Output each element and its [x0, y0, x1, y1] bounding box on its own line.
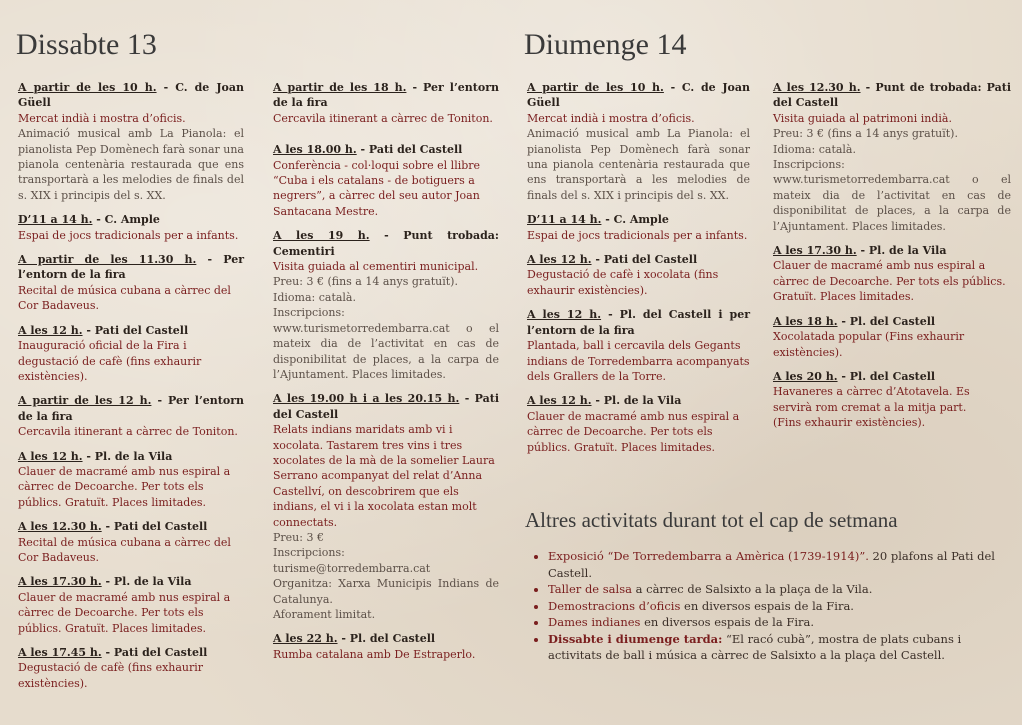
altres-item-lead: Demostracions d’oficis — [548, 598, 681, 613]
event-title: Recital de música cubana a càrrec del Cor Badaveus. — [18, 535, 231, 564]
event-place: - Pl. de la Vila — [856, 244, 947, 258]
event-title: Inauguració oficial de la Fira i degustació de cafè (fins exhaurir existències). — [18, 339, 202, 383]
event-time: A partir de les 12 h. — [18, 394, 152, 408]
event-title: Cercavila itinerant a càrrec de Toniton. — [273, 111, 493, 125]
event-item — [773, 314, 1011, 360]
event-title: Degustació de cafè (fins exhaurir existències). — [18, 661, 204, 690]
event-title: Espai de jocs tradicionals per a infants. — [18, 228, 239, 242]
event-time: A les 20 h. — [773, 369, 838, 383]
event-place: - C. de Joan Güell — [527, 81, 750, 110]
event-desc: Animació musical amb La Pianola: el pianolista Pep Domènech farà sonar una pianola centenària restaurada que ens transportarà a les melodies de finals del s. XIX i principis del s. XX. — [18, 127, 244, 202]
event-desc: Preu: 3 € (fins a 14 anys gratuït). Idioma: català. Inscripcions: www.turismetorredembarra.cat o el mateix dia de l’activitat en cas de disponibilitat de places, a la carpa de l’Ajuntament. Places limitades. — [273, 275, 499, 381]
event-time: A les 19 h. — [273, 229, 370, 243]
event-place: - C. Ample — [601, 213, 669, 227]
event-place: - Per l’entorn de la fira — [273, 81, 500, 110]
event-item — [527, 307, 750, 384]
event-item — [527, 80, 750, 203]
altres-item-lead: Taller de salsa — [548, 582, 632, 596]
event-time: D’11 a 14 h. — [18, 213, 93, 227]
event-title: Visita guiada al cementiri municipal. — [273, 260, 479, 274]
list-item — [548, 631, 1018, 664]
event-place: - Pati del Castell — [82, 323, 189, 337]
altres-list — [528, 548, 1018, 664]
event-place: - Pl. del Castell — [837, 369, 936, 383]
event-title: Conferència - col·loqui sobre el llibre “Cuba i els catalans - de botiguers a negrers”, a càrrec del seu autor Joan Santacana Mestre. — [273, 158, 481, 218]
event-time: A les 12.30 h. — [773, 81, 861, 94]
event-time: A partir de les 11.30 h. — [18, 253, 197, 267]
event-time: A les 12.30 h. — [18, 520, 102, 534]
event-place: - Punt trobada: Cementiri — [273, 229, 499, 258]
event-title: Clauer de macramé amb nus espiral a càrrec de Decoarche. Per tots els públics. Gratuït. Places limitades. — [773, 259, 1006, 304]
event-title: Rumba catalana amb De Estraperlo. — [273, 647, 476, 661]
event-time: A les 12 h. — [18, 323, 83, 337]
altres-item-lead: Dames indianes — [548, 615, 641, 629]
event-place: - Punt de trobada: Pati del Castell — [773, 81, 1011, 110]
event-title: Clauer de macramé amb nus espiral a càrrec de Decoarche. Per tots els públics. Gratuït. Places limitades. — [18, 464, 231, 509]
event-time: A les 12 h. — [18, 449, 83, 463]
event-item — [18, 574, 244, 636]
event-time: A partir de les 18 h. — [273, 81, 407, 94]
event-time: D’11 a 14 h. — [527, 213, 602, 227]
event-place: - Pl. del Castell — [337, 632, 436, 646]
event-desc: Animació musical amb La Pianola: el pianolista Pep Domènech farà sonar una pianola centenària restaurada que ens transportarà a les melodies de finals del s. XIX i principis del s. XX. — [527, 127, 750, 202]
event-title: Cercavila itinerant a càrrec de Toniton. — [18, 425, 238, 439]
event-place: - Pl. del Castell — [837, 314, 936, 328]
event-item — [18, 645, 244, 691]
sunday-column-2 — [773, 80, 1011, 440]
sunday-title: Diumenge 14 — [524, 28, 687, 61]
event-title: Degustació de cafè i xocolata (fins exhaurir existències). — [527, 268, 719, 297]
event-desc: Preu: 3 € (fins a 14 anys gratuït). Idioma: català. Inscripcions: www.turismetorredembarra.cat o el mateix dia de l’activitat en cas de disponibilitat de places, a la carpa de l’Ajuntament. Places limitades. — [773, 127, 1011, 233]
saturday-column-1 — [18, 80, 244, 700]
event-place: - Pati del Castell — [101, 520, 208, 534]
event-item — [273, 631, 499, 662]
event-place: - Pl. del Castell i per l’entorn de la fira — [527, 308, 750, 337]
event-item — [18, 323, 244, 385]
event-item — [527, 252, 750, 298]
event-item — [773, 369, 1011, 431]
event-title: Visita guiada al patrimoni indià. — [773, 111, 952, 125]
event-item — [18, 80, 244, 203]
altres-title: Altres activitats durant tot el cap de setmana — [525, 508, 898, 532]
event-time: A les 12 h. — [527, 253, 592, 267]
event-time: A les 18 h. — [773, 314, 838, 328]
list-item — [548, 598, 1018, 615]
event-title: Xocolatada popular (Fins exhaurir existències). — [773, 330, 965, 359]
event-title: Recital de música cubana a càrrec del Cor Badaveus. — [18, 283, 231, 313]
event-title: Clauer de macramé amb nus espiral a càrrec de Decoarche. Per tots els públics. Gratuït. Places limitades. — [18, 590, 231, 635]
altres-item-lead: Exposició “De Torredembarra a Amèrica (1739-1914)”. — [548, 549, 869, 563]
event-time: A les 17.30 h. — [18, 575, 102, 589]
event-place: - Pati del Castell — [273, 392, 499, 421]
event-item — [18, 393, 244, 439]
event-time: A partir de les 10 h. — [527, 81, 664, 94]
event-time: A les 12 h. — [527, 308, 602, 322]
event-place: - Pl. de la Vila — [591, 394, 682, 408]
altres-item-rest: en diversos espais de la Fira. — [640, 615, 815, 629]
event-item — [527, 212, 750, 243]
event-item — [273, 228, 499, 382]
event-place: - C. de Joan Güell — [18, 81, 244, 110]
list-item — [548, 548, 1018, 581]
event-time: A les 18.00 h. — [273, 143, 357, 157]
event-item — [273, 142, 499, 219]
event-desc: Preu: 3 € Inscripcions: turisme@torredembarra.cat Organitza: Xarxa Municipis Indians de Catalunya. Aforament limitat. — [273, 530, 499, 621]
event-place: - Pl. de la Vila — [101, 575, 192, 589]
list-item — [548, 581, 1018, 598]
event-time: A les 19.00 h i a les 20.15 h. — [273, 392, 460, 406]
saturday-column-2 — [273, 80, 499, 671]
event-title: Clauer de macramé amb nus espiral a càrrec de Decoarche. Per tots els públics. Gratuït. Places limitades. — [527, 409, 740, 454]
list-item — [548, 614, 1018, 631]
event-title: Mercat indià i mostra d’oficis. — [18, 111, 186, 125]
event-title: Espai de jocs tradicionals per a infants. — [527, 228, 748, 242]
sunday-column-1 — [527, 80, 750, 464]
event-time: A les 22 h. — [273, 632, 338, 646]
event-place: - Pati del Castell — [591, 253, 698, 267]
event-item — [527, 393, 750, 455]
event-title: Havaneres a càrrec d’Atotavela. Es servirà rom cremat a la mitja part. (Fins exhaurir existències). — [773, 385, 970, 430]
altres-item-lead: Dissabte i diumenge tarda: — [548, 631, 723, 646]
event-place: - Pati del Castell — [356, 143, 463, 157]
event-place: - Per l’entorn de la fira — [18, 394, 245, 423]
event-place: - Pl. de la Vila — [82, 449, 173, 463]
event-item — [773, 80, 1011, 234]
event-time: A les 17.30 h. — [773, 244, 857, 258]
altres-item-rest: a càrrec de Salsixto a la plaça de la Vila. — [631, 582, 873, 596]
event-time: A les 17.45 h. — [18, 646, 102, 659]
altres-item-rest: en diversos espais de la Fira. — [680, 598, 854, 613]
event-time: A partir de les 10 h. — [18, 81, 157, 94]
event-title: Plantada, ball i cercavila dels Gegants indians de Torredembarra acompanyats dels Grallers de la Torre. — [527, 339, 750, 383]
event-item — [773, 243, 1011, 305]
event-item — [18, 212, 244, 243]
event-place: - C. Ample — [92, 213, 160, 227]
event-item — [18, 449, 244, 511]
event-item — [18, 519, 244, 565]
event-title: Relats indians maridats amb vi i xocolata. Tastarem tres vins i tres xocolates de la mà de la somelier Laura Serrano acompanyat del relat d’Anna Castellví, on descobrirem que els indians, el vi i la xocolata estan molt connectats. — [273, 423, 495, 529]
saturday-title: Dissabte 13 — [16, 28, 157, 61]
event-item — [273, 391, 499, 622]
event-title: Mercat indià i mostra d’oficis. — [527, 111, 695, 125]
altres-item-rest: 20 plafons al Pati del Castell. — [548, 549, 995, 580]
event-place: - Per l’entorn de la fira — [18, 253, 244, 282]
event-item — [273, 80, 499, 126]
event-place: - Pati del Castell — [101, 646, 208, 659]
event-time: A les 12 h. — [527, 394, 592, 408]
event-item — [18, 252, 244, 314]
altres-item-rest: “El racó cubà”, mostra de plats cubans i activitats de ball i música a càrrec de Salsixto a la plaça del Castell. — [548, 631, 962, 662]
